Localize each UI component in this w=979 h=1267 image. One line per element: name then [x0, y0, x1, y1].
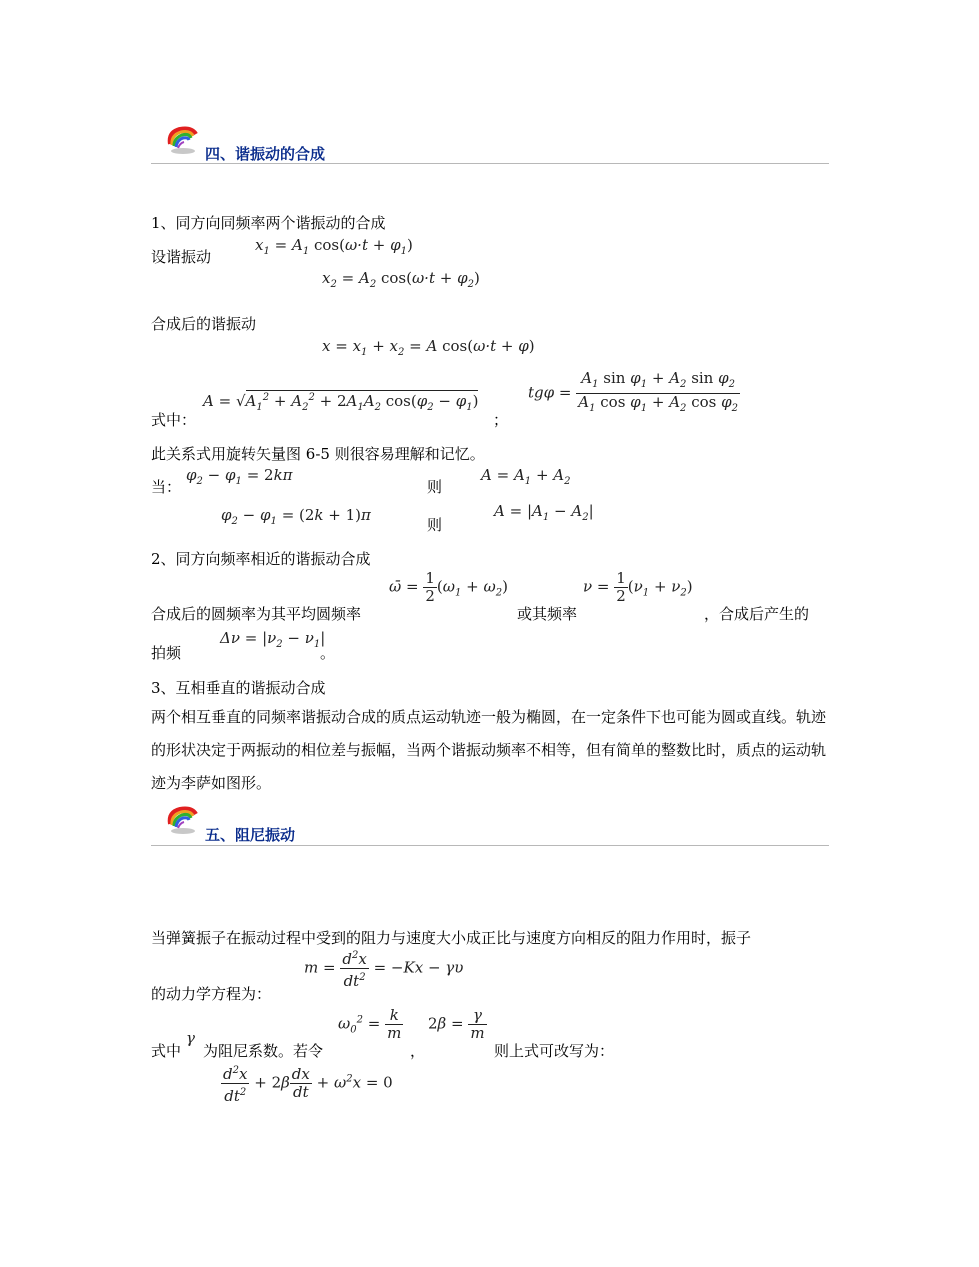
text-label: ，合成后产生的 [704, 605, 810, 623]
text-label: 则 [427, 516, 443, 534]
note-text: 此关系式用旋转矢量图 6-5 则很容易理解和记忆。 [151, 445, 485, 463]
punctuation: ； [493, 411, 509, 429]
formula-avg-nu: ν = $\frac{1}{2}$ $(\nu_1 + \nu_2)$ [583, 569, 693, 605]
formula-cond1: $\varphi_2 - \varphi_1 = 2k\pi$ [186, 466, 293, 487]
section-divider [151, 163, 829, 164]
text-label: 式中 [151, 1042, 182, 1060]
section-title: 四、谐振动的合成 [205, 145, 326, 163]
text-label: 当： [151, 478, 182, 496]
text-label: 的动力学方程为： [151, 985, 272, 1003]
formula-x1: $x_1 = A_1$ $\cos(\omega\cdot t + \varphi_1)$ [255, 236, 413, 257]
formula-avg-omega: ω̄ = $\frac{1}{2}$ $(\omega_1 + \omega_2)$ [389, 569, 508, 605]
text-label: 或其频率 [517, 605, 578, 623]
text-label: 则 [427, 478, 443, 496]
subheading: 2、同方向频率相近的谐振动合成 [151, 550, 371, 568]
gamma-symbol: γ [186, 1029, 195, 1047]
rainbow-brush-icon [164, 804, 202, 838]
formula-omega0: $\omega_0^2$ = $\frac{k}{m}$ [338, 1006, 402, 1042]
formula-result1: $A = A_1 + A_2$ [481, 466, 571, 487]
formula-phase: tgφ = $\frac{A_1 \sin \varphi_1 + A_2 \sin \varphi_2}{A_1 \cos \varphi_1 + A_2 \cos \varphi_2}$ [528, 369, 738, 414]
text-label: 为阻尼系数。若令 [203, 1042, 324, 1060]
section-title: 五、阻尼振动 [205, 826, 296, 844]
text-label: 拍频 [151, 644, 182, 662]
formula-damped: $\frac{d^2x}{dt^2}$ + 2β $\frac{dx}{dt}$ + $\omega^2x = 0$ [221, 1062, 393, 1105]
formula-cond2: $\varphi_2 - \varphi_1 = (2k + 1)\pi$ [221, 506, 371, 527]
rainbow-brush-icon [164, 124, 202, 158]
formula-result2: $A = |A_1 - A_2|$ [494, 502, 594, 523]
formula-x2: $x_2 = A_2$ $\cos(\omega\cdot t + \varphi_2)$ [322, 269, 480, 290]
formula-beta: 2β = $\frac{\gamma}{m}$ [428, 1006, 485, 1042]
paragraph: 当弹簧振子在振动过程中受到的阻力与速度大小成正比与速度方向相反的阻力作用时，振子 [151, 929, 752, 947]
text-label: 合成后的谐振动 [151, 315, 257, 333]
paragraph: 两个相互垂直的同频率谐振动合成的质点运动轨迹一般为椭圆，在一定条件下也可能为圆或直线。轨迹的形状决定于两振动的相位差与振幅，当两个谐振动频率不相等，但有简单的整数比时，质点的运动轨迹为李萨如图形。 [151, 708, 827, 792]
text-label: 式中： [151, 411, 197, 429]
formula-amplitude: $A = √A_1^2 + A_2^2 + 2A_1A_2$ $\cos(\varphi_2 - \varphi_1)$ [203, 392, 479, 413]
formula-combined: $x = x_1 + x_2 = A$ cos(ω·t + φ) [322, 337, 535, 358]
subheading: 3、互相垂直的谐振动合成 [151, 679, 326, 697]
text-label: 则上式可改写为： [494, 1042, 615, 1060]
punctuation: 。 [320, 644, 336, 662]
text-label: 设谐振动 [151, 248, 212, 266]
formula-dynamics: m = $\frac{d^2x}{dt^2}$ = −Kx − γυ [304, 947, 463, 990]
subheading: 1、同方向同频率两个谐振动的合成 [151, 214, 386, 232]
punctuation: ， [410, 1042, 426, 1060]
text-label: 合成后的圆频率为其平均圆频率 [151, 605, 362, 623]
section-divider [151, 845, 829, 846]
formula-beat: $\Delta\nu = |\nu_2 - \nu_1|$ [220, 629, 326, 650]
